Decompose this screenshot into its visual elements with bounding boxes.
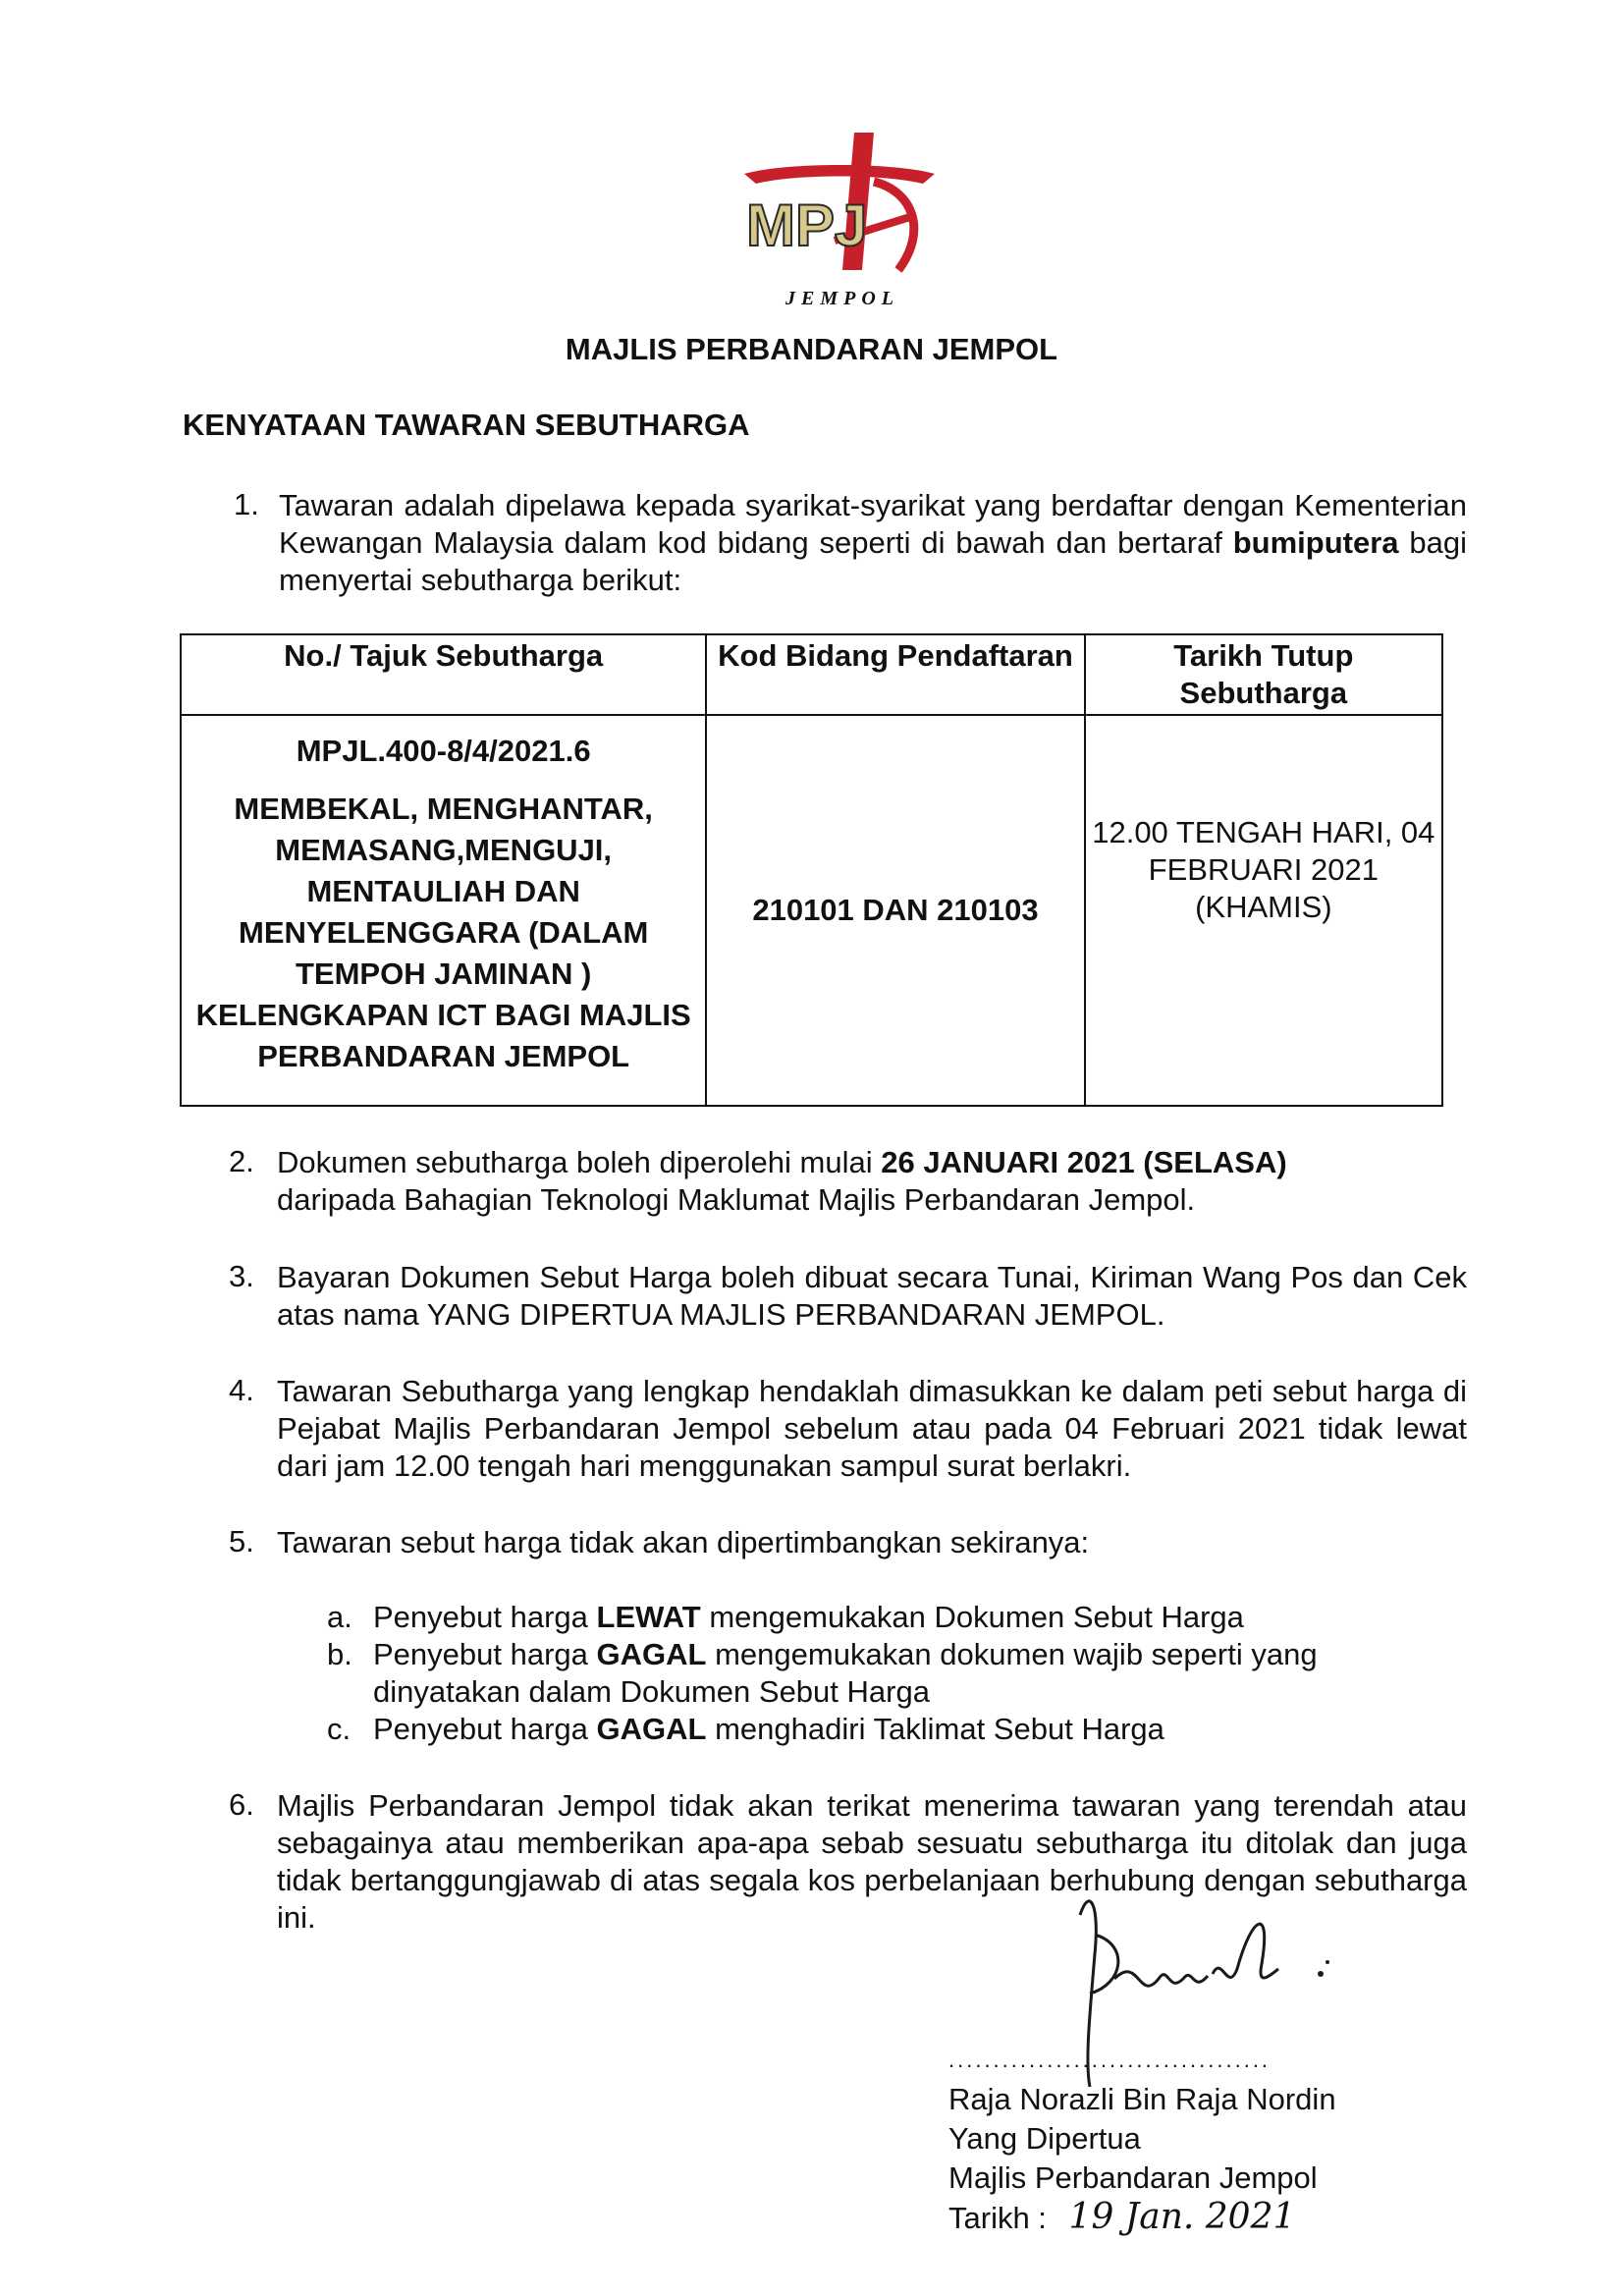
signature-line: .................................... [948, 2048, 1271, 2072]
offer-table [180, 633, 1443, 1107]
para-2-bold: 26 JANUARI 2021 (SELASA) [881, 1145, 1287, 1179]
para-1-text: Tawaran adalah dipelawa kepada syarikat-syarikat yang berdaftar dengan Kementerian Kewangan Malaysia dalam kod bidang seperti di bawah dan bertaraf [279, 488, 1467, 560]
title-cell [181, 715, 706, 1106]
tender-description: MEMBEKAL, MENGHANTAR, MEMASANG,MENGUJI, MENTAULIAH DAN MENYELENGGARA (DALAM TEMPOH JAMINAN ) KELENGKAPAN ICT BAGI MAJLIS PERBANDARAN JEMPOL [195, 792, 691, 1073]
para-2-text: Dokumen sebutharga boleh diperolehi mulai [277, 1145, 873, 1179]
org-heading: MAJLIS PERBANDARAN JEMPOL [565, 332, 1058, 366]
para-1-bold: bumiputera [1232, 525, 1399, 560]
header-title: No./ Tajuk Sebutharga [181, 634, 706, 715]
para-2-number: 2. [229, 1144, 254, 1178]
para-2 [277, 1144, 1475, 1219]
para-6-number: 6. [229, 1787, 254, 1822]
para-3: Bayaran Dokumen Sebut Harga boleh dibuat secara Tunai, Kiriman Wang Pos dan Cek atas nama YANG DIPERTUA MAJLIS PERBANDARAN JEMPOL. [277, 1260, 1467, 1332]
list-item-text-after: mengemukakan Dokumen Sebut Harga [709, 1600, 1244, 1634]
para-2-text-after: daripada Bahagian Teknologi Maklumat Majlis Perbandaran Jempol. [277, 1182, 1196, 1217]
list-item-bold: LEWAT [596, 1600, 701, 1634]
header-closing: Tarikh Tutup Sebutharga [1085, 634, 1442, 715]
para-4: Tawaran Sebutharga yang lengkap hendaklah dimasukkan ke dalam peti sebut harga di Pejabat Majlis Perbandaran Jempol sebelum atau pada 04 Februari 2021 tidak lewat dari jam 12.00 tengah hari menggunakan sampul surat berlakri. [277, 1374, 1467, 1483]
date-row [948, 2198, 1336, 2238]
list-item-text: Penyebut harga [373, 1637, 588, 1671]
header-kod: Kod Bidang Pendaftaran [706, 634, 1084, 715]
reference-number: MPJL.400-8/4/2021.6 [296, 734, 591, 768]
logo-text: MPJ [746, 192, 868, 258]
mpj-logo [727, 123, 952, 319]
para-1-text-after: bagi menyertai sebutharga berikut: [279, 525, 1467, 597]
list-item-text: Penyebut harga [373, 1712, 588, 1746]
para-6: Majlis Perbandaran Jempol tidak akan terikat menerima tawaran yang terendah atau sebagainya atau memberikan apa-apa sebab sesuatu sebutharga itu ditolak dan juga tidak bertanggungjawab di atas segala kos perbelanjaan berhubung dengan sebutharga ini. [277, 1788, 1467, 1935]
signatory-name: Raja Norazli Bin Raja Nordin [948, 2082, 1336, 2116]
list-item [373, 1636, 1424, 1711]
para-3-number: 3. [229, 1259, 254, 1293]
closing-cell: 12.00 TENGAH HARI, 04 FEBRUARI 2021 (KHAMIS) [1085, 715, 1442, 1106]
list-item [373, 1711, 1463, 1748]
para-4-number: 4. [229, 1373, 254, 1407]
para-5: Tawaran sebut harga tidak akan dipertimbangkan sekiranya: [277, 1525, 1090, 1559]
para-5-number: 5. [229, 1524, 254, 1558]
list-item-letter: c. [327, 1712, 352, 1746]
signature-block [948, 2041, 1336, 2238]
para-1 [279, 487, 1467, 599]
list-item-letter: a. [327, 1600, 352, 1634]
document-title: KENYATAAN TAWARAN SEBUTHARGA [183, 408, 750, 442]
list-item-letter: b. [327, 1637, 352, 1671]
kod-cell: 210101 DAN 210103 [706, 715, 1084, 1106]
handwritten-date: 19 Jan. 2021 [1068, 2197, 1296, 2237]
list-item [373, 1599, 1463, 1636]
logo-subtext: JEMPOL [785, 288, 899, 309]
list-item-text-after: menghadiri Taklimat Sebut Harga [715, 1712, 1164, 1746]
list-item-bold: GAGAL [596, 1712, 707, 1746]
list-item-text: Penyebut harga [373, 1600, 588, 1634]
list-item-text-after: mengemukakan dokumen wajib seperti yang dinyatakan dalam Dokumen Sebut Harga [373, 1637, 1318, 1709]
table-row [181, 715, 1442, 1106]
table-header-row [181, 634, 1442, 715]
signatory-org: Majlis Perbandaran Jempol [948, 2160, 1318, 2195]
para-1-number: 1. [234, 487, 259, 521]
list-item-bold: GAGAL [596, 1637, 707, 1671]
signatory-position: Yang Dipertua [948, 2121, 1141, 2156]
date-label: Tarikh : [948, 2201, 1047, 2235]
